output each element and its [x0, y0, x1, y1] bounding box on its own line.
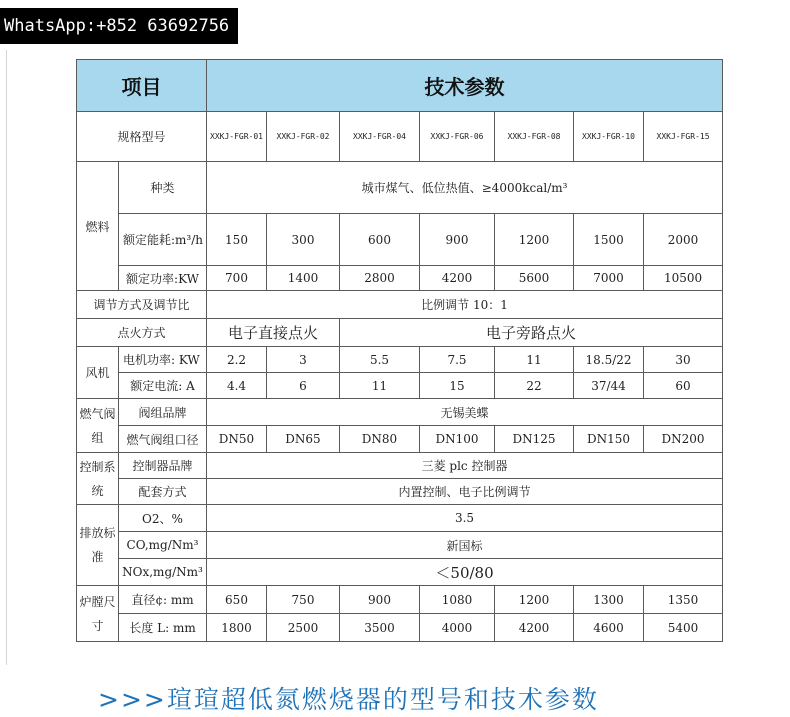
fan-current-label: 额定电流: A: [119, 373, 207, 399]
power-cell: 2800: [340, 266, 420, 291]
motor-cell: 5.5: [340, 347, 420, 373]
power-cell: 4200: [420, 266, 495, 291]
consumption-cell: 1200: [495, 214, 574, 266]
power-cell: 5600: [495, 266, 574, 291]
furnace-diameter-label: 直径¢: mm: [119, 586, 207, 614]
emission-o2-row: [77, 505, 723, 532]
motor-cell: 18.5/22: [574, 347, 644, 373]
regulation-row: [77, 291, 723, 319]
consumption-cell: 900: [420, 214, 495, 266]
control-config-label: 配套方式: [119, 479, 207, 505]
consumption-cell: 300: [267, 214, 340, 266]
model-label: 规格型号: [77, 112, 207, 162]
header-item: 项目: [77, 60, 207, 112]
ignition-direct: 电子直接点火: [207, 319, 340, 347]
fan-group-label: 风机: [77, 347, 119, 399]
power-cell: 700: [207, 266, 267, 291]
valve-group-label: 燃气阀组: [77, 399, 119, 453]
furnace-group-label: 炉膛尺寸: [77, 586, 119, 642]
valve-diameter-cell: DN50: [207, 426, 267, 453]
header-row: [77, 60, 723, 112]
furnace-length-row: [77, 614, 723, 642]
model-cell: XXKJ-FGR-06: [420, 112, 495, 162]
control-brand-row: [77, 453, 723, 479]
current-cell: 11: [340, 373, 420, 399]
current-cell: 60: [644, 373, 723, 399]
spec-table: [76, 59, 723, 642]
model-row: [77, 112, 723, 162]
fuel-group-label: 燃料: [77, 162, 119, 291]
current-cell: 4.4: [207, 373, 267, 399]
whatsapp-contact-badge: WhatsApp:+852 63692756: [0, 8, 238, 44]
emission-nox-value: ＜50/80: [207, 559, 723, 586]
furnace-diameter-cell: 1350: [644, 586, 723, 614]
motor-cell: 7.5: [420, 347, 495, 373]
power-cell: 10500: [644, 266, 723, 291]
page-left-rule: [6, 50, 7, 665]
model-cell: XXKJ-FGR-02: [267, 112, 340, 162]
current-cell: 6: [267, 373, 340, 399]
valve-diameter-cell: DN100: [420, 426, 495, 453]
furnace-diameter-cell: 1080: [420, 586, 495, 614]
power-cell: 7000: [574, 266, 644, 291]
valve-diameter-cell: DN150: [574, 426, 644, 453]
fuel-type-label: 种类: [119, 162, 207, 214]
valve-diameter-cell: DN80: [340, 426, 420, 453]
emission-co-value: 新国标: [207, 532, 723, 559]
furnace-diameter-cell: 900: [340, 586, 420, 614]
fan-current-row: [77, 373, 723, 399]
emission-co-label: CO,mg/Nm³: [119, 532, 207, 559]
current-cell: 15: [420, 373, 495, 399]
control-brand-label: 控制器品牌: [119, 453, 207, 479]
model-cell: XXKJ-FGR-01: [207, 112, 267, 162]
fuel-type-value: 城市煤气、低位热值、≥4000kcal/m³: [207, 162, 723, 214]
power-cell: 1400: [267, 266, 340, 291]
footer-caption: >>>瑄瑄超低氮燃烧器的型号和技术参数: [98, 685, 599, 714]
fuel-consumption-label: 额定能耗:m³/h: [119, 214, 207, 266]
valve-diameter-label: 燃气阀组口径: [119, 426, 207, 453]
emission-o2-label: O2、%: [119, 505, 207, 532]
valve-brand-row: [77, 399, 723, 426]
valve-diameter-cell: DN200: [644, 426, 723, 453]
motor-cell: 2.2: [207, 347, 267, 373]
furnace-length-cell: 4200: [495, 614, 574, 642]
fuel-consumption-row: [77, 214, 723, 266]
emission-nox-row: [77, 559, 723, 586]
furnace-length-cell: 2500: [267, 614, 340, 642]
control-config-row: [77, 479, 723, 505]
furnace-length-cell: 4000: [420, 614, 495, 642]
furnace-length-cell: 1800: [207, 614, 267, 642]
control-config-value: 内置控制、电子比例调节: [207, 479, 723, 505]
valve-brand-value: 无锡美蝶: [207, 399, 723, 426]
valve-diameter-cell: DN125: [495, 426, 574, 453]
furnace-diameter-cell: 1300: [574, 586, 644, 614]
current-cell: 37/44: [574, 373, 644, 399]
valve-brand-label: 阀组品牌: [119, 399, 207, 426]
valve-diameter-cell: DN65: [267, 426, 340, 453]
emission-nox-label: NOx,mg/Nm³: [119, 559, 207, 586]
consumption-cell: 600: [340, 214, 420, 266]
ignition-bypass: 电子旁路点火: [340, 319, 723, 347]
emission-group-label: 排放标准: [77, 505, 119, 586]
model-cell: XXKJ-FGR-15: [644, 112, 723, 162]
fan-motor-row: [77, 347, 723, 373]
consumption-cell: 1500: [574, 214, 644, 266]
fuel-power-label: 额定功率:KW: [119, 266, 207, 291]
emission-o2-value: 3.5: [207, 505, 723, 532]
control-group-label: 控制系统: [77, 453, 119, 505]
consumption-cell: 150: [207, 214, 267, 266]
control-brand-value: 三菱 plc 控制器: [207, 453, 723, 479]
model-cell: XXKJ-FGR-04: [340, 112, 420, 162]
furnace-length-label: 长度 L: mm: [119, 614, 207, 642]
model-cell: XXKJ-FGR-10: [574, 112, 644, 162]
motor-cell: 11: [495, 347, 574, 373]
furnace-diameter-cell: 1200: [495, 586, 574, 614]
emission-co-row: [77, 532, 723, 559]
fuel-type-row: [77, 162, 723, 214]
model-cell: XXKJ-FGR-08: [495, 112, 574, 162]
current-cell: 22: [495, 373, 574, 399]
consumption-cell: 2000: [644, 214, 723, 266]
furnace-diameter-cell: 750: [267, 586, 340, 614]
ignition-label: 点火方式: [77, 319, 207, 347]
fuel-power-row: [77, 266, 723, 291]
header-params: 技术参数: [207, 60, 723, 112]
ignition-row: [77, 319, 723, 347]
furnace-diameter-row: [77, 586, 723, 614]
furnace-diameter-cell: 650: [207, 586, 267, 614]
furnace-length-cell: 5400: [644, 614, 723, 642]
motor-cell: 30: [644, 347, 723, 373]
regulation-label: 调节方式及调节比: [77, 291, 207, 319]
furnace-length-cell: 4600: [574, 614, 644, 642]
fan-motor-label: 电机功率: KW: [119, 347, 207, 373]
motor-cell: 3: [267, 347, 340, 373]
regulation-value: 比例调节 10：1: [207, 291, 723, 319]
furnace-length-cell: 3500: [340, 614, 420, 642]
valve-diameter-row: [77, 426, 723, 453]
